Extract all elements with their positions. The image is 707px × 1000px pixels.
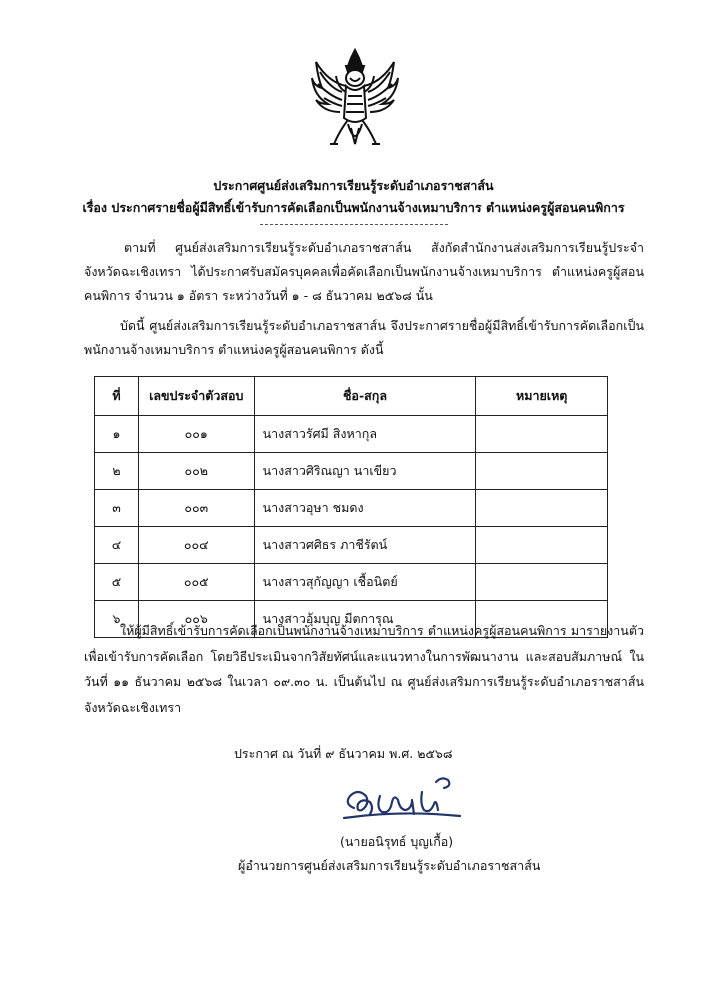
cell-remarks <box>476 416 608 453</box>
col-header-no: ที่ <box>95 377 139 416</box>
handwritten-signature <box>340 774 490 826</box>
cell-name: นางสาวอุ้มบุญ มีตการุณ <box>254 601 476 638</box>
cell-name: นางสาวสุกัญญา เชื้อนิตย์ <box>254 564 476 601</box>
table-row <box>95 527 608 564</box>
cell-exam-id: ๐๐๕ <box>138 564 254 601</box>
cell-name: นางสาวศศิธร ภาชีรัตน์ <box>254 527 476 564</box>
header-divider <box>260 224 448 225</box>
cell-remarks <box>476 453 608 490</box>
col-header-remarks: หมายเหตุ <box>476 377 608 416</box>
paragraph-announcement: บัดนี้ ศูนย์ส่งเสริมการเรียนรู้ระดับอำเภอราชสาส์น จึงประกาศรายชื่อผู้มีสิทธิ์เข้ารับการคัดเลือกเป็นพนักงานจ้างเหมาบริการ ตำแหน่งครูผู้สอนคนพิการ ดังนี้ <box>84 318 644 357</box>
signer-position: ผู้อำนวยการศูนย์ส่งเสริมการเรียนรู้ระดับอำเภอราชสาส์น <box>238 858 541 873</box>
announcement-subject: เรื่อง ประกาศรายชื่อผู้มีสิทธิ์เข้ารับการคัดเลือกเป็นพนักงานจ้างเหมาบริการ ตำแหน่งครูผู้สอนคนพิการ <box>82 200 625 215</box>
paragraph-intro: ตามที่ ศูนย์ส่งเสริมการเรียนรู้ระดับอำเภอราชสาส์น สังกัดสำนักงานส่งเสริมการเรียนรู้ประจำจังหวัดฉะเชิงเทรา ได้ประกาศรับสมัครบุคคลเพื่อคัดเลือกเป็นพนักงานจ้างเหมาบริการ ตำแหน่งครูผู้สอนคนพิการ จำนวน ๑ อัตรา ระหว่างวันที่ ๑ - ๘ ธันวาคม ๒๕๖๘ นั้น <box>84 240 644 303</box>
garuda-emblem-icon <box>310 48 400 156</box>
candidate-table <box>94 376 608 638</box>
cell-name: นางสาวศิริณญา นาเขียว <box>254 453 476 490</box>
table-row <box>95 453 608 490</box>
announcement-date: ประกาศ ณ วันที่ ๙ ธันวาคม พ.ศ. ๒๕๖๘ <box>234 746 453 761</box>
cell-no: ๒ <box>95 453 139 490</box>
cell-remarks <box>476 527 608 564</box>
cell-no: ๓ <box>95 490 139 527</box>
col-header-exam-id: เลขประจำตัวสอบ <box>138 377 254 416</box>
cell-no: ๔ <box>95 527 139 564</box>
announcement-title: ประกาศศูนย์ส่งเสริมการเรียนรู้ระดับอำเภอราชสาส์น <box>213 178 494 193</box>
cell-remarks <box>476 564 608 601</box>
cell-exam-id: ๐๐๔ <box>138 527 254 564</box>
cell-no: ๑ <box>95 416 139 453</box>
cell-remarks <box>476 490 608 527</box>
cell-exam-id: ๐๐๑ <box>138 416 254 453</box>
cell-exam-id: ๐๐๖ <box>138 601 254 638</box>
table-header-row <box>95 377 608 416</box>
cell-name: นางสาวอุษา ชมดง <box>254 490 476 527</box>
table-row <box>95 416 608 453</box>
cell-exam-id: ๐๐๒ <box>138 453 254 490</box>
signer-name: (นายอนิรุทธ์ บุญเกื้อ) <box>340 834 454 849</box>
cell-no: ๖ <box>95 601 139 638</box>
paragraph-instructions: ให้ผู้มีสิทธิ์เข้ารับการคัดเลือกเป็นพนักงานจ้างเหมาบริการ ตำแหน่งครูผู้สอนคนพิการ มารายงานตัวเพื่อเข้ารับการคัดเลือก โดยวิธีประเมินจากวิสัยทัศน์และแนวทางในการพัฒนางาน และสอบสัมภาษณ์ ในวันที่ ๑๑ ธันวาคม ๒๕๖๘ ในเวลา ๐๙.๓๐ น. เป็นต้นไป ณ ศูนย์ส่งเสริมการเรียนรู้ระดับอำเภอราชสาส์น จังหวัดฉะเชิงเทรา <box>84 623 644 715</box>
table-row <box>95 564 608 601</box>
cell-exam-id: ๐๐๓ <box>138 490 254 527</box>
cell-name: นางสาวรัศมี สิงหากุล <box>254 416 476 453</box>
cell-no: ๕ <box>95 564 139 601</box>
col-header-name: ชื่อ-สกุล <box>254 377 476 416</box>
table-row <box>95 490 608 527</box>
